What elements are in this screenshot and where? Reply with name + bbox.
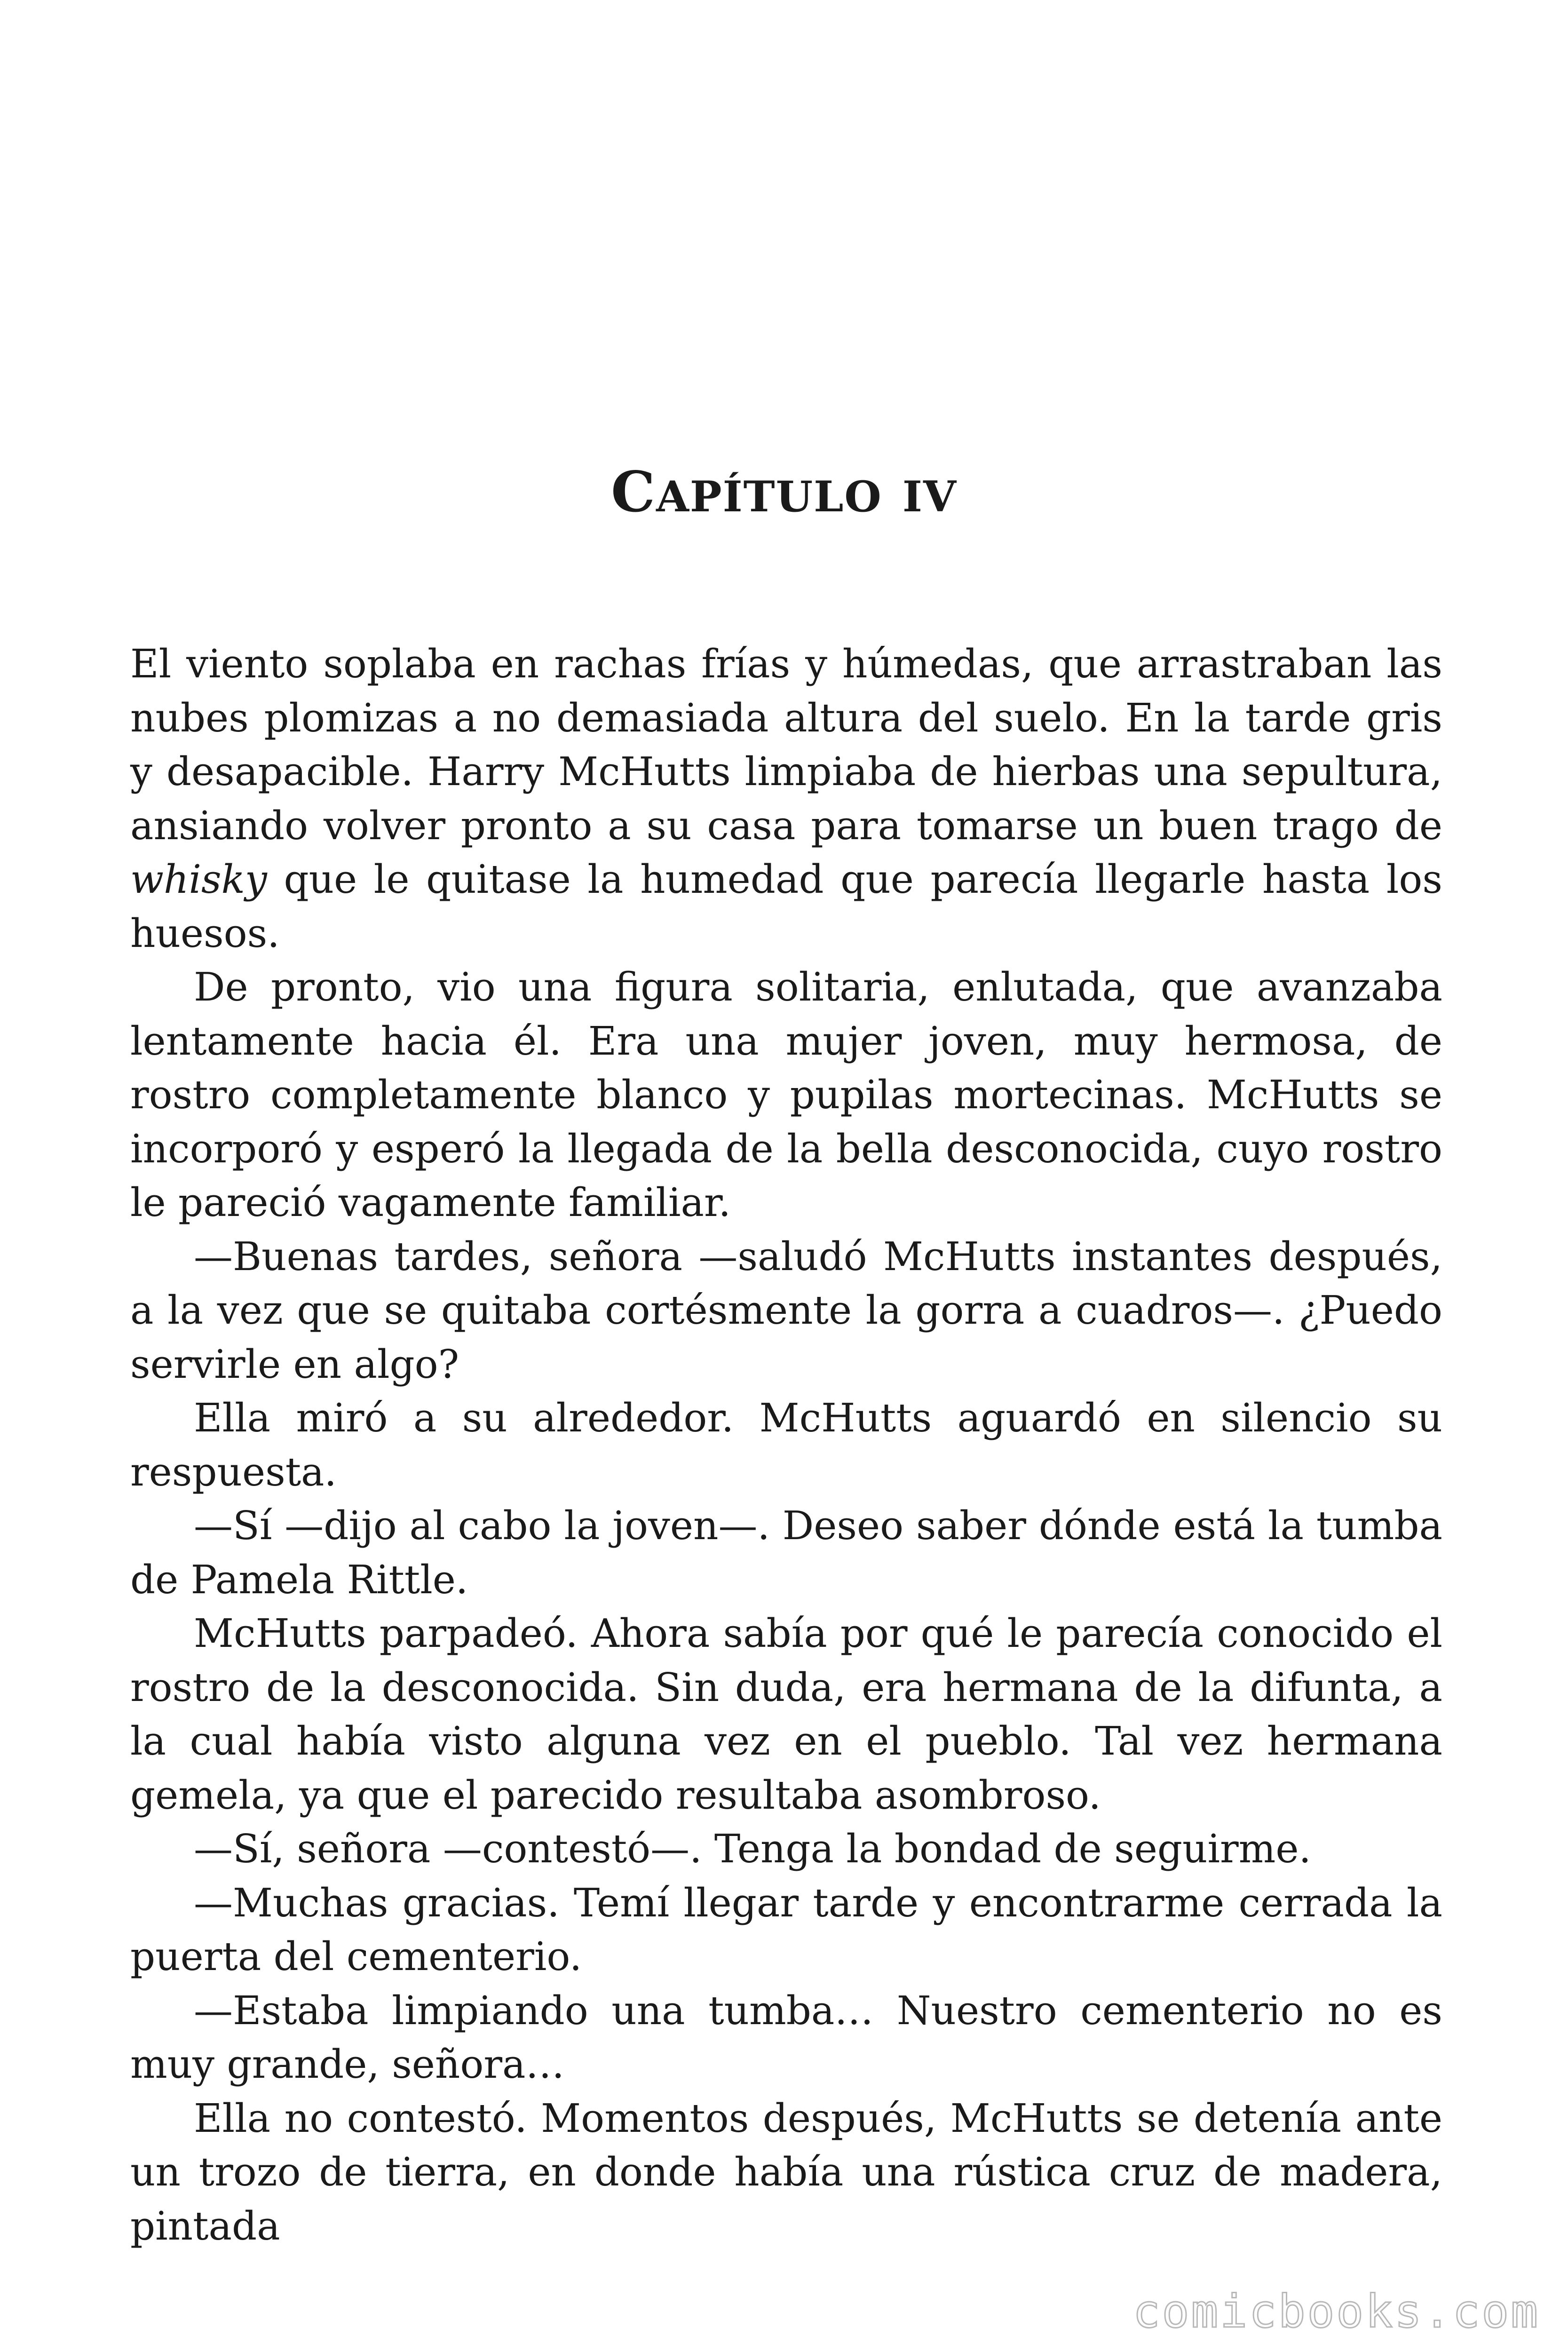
paragraph: —Sí, señora —contestó—. Tenga la bondad de seguirme.: [194, 1826, 1311, 1872]
paragraph: McHutts parpadeó. Ahora sabía por qué le parecía conocido el rostro de la desconocida. Sin duda, era hermana de la difunta, a la cual había visto alguna vez en el pueblo. Tal vez hermana gemela, ya que el parecido resultaba asombroso.: [130, 1611, 1442, 1818]
paragraph: —Estaba limpiando una tumba… Nuestro cementerio no es muy grande, señora…: [130, 1987, 1442, 2087]
watermark-logo: comicbooks.com: [1132, 2285, 1540, 2338]
chapter-number: IV: [902, 472, 957, 522]
chapter-body: [130, 637, 1442, 2253]
paragraph-italic-text: whisky: [130, 857, 267, 902]
chapter-title: [0, 459, 1568, 525]
paragraph: De pronto, vio una figura solitaria, enlutada, que avanzaba lentamente hacia él. Era una mujer joven, muy hermosa, de rostro completamente blanco y pupilas mortecinas. McHutts se incorporó y esperó la llegada de la bella desconocida, cuyo rostro le pareció vagamente familiar.: [130, 964, 1442, 1225]
chapter-title-initial: C: [611, 459, 657, 524]
chapter-title-rest: APÍTULO: [656, 472, 882, 522]
paragraph: —Sí —dijo al cabo la joven—. Deseo saber dónde está la tumba de Pamela Rittle.: [130, 1503, 1442, 1603]
paragraph: —Muchas gracias. Temí llegar tarde y encontrarme cerrada la puerta del cementerio.: [130, 1880, 1442, 1979]
paragraph: Ella miró a su alrededor. McHutts aguardó en silencio su respuesta.: [130, 1395, 1442, 1495]
paragraph: —Buenas tardes, señora —saludó McHutts instantes después, a la vez que se quitaba cortésmente la gorra a cuadros—. ¿Puedo servirle en algo?: [130, 1233, 1442, 1387]
paragraph-text: que le quitase la humedad que parecía llegarle hasta los huesos.: [130, 857, 1442, 956]
paragraph: [130, 637, 1442, 961]
paragraph: Ella no contestó. Momentos después, McHutts se detenía ante un trozo de tierra, en donde había una rústica cruz de madera, pintada: [130, 2095, 1442, 2249]
paragraph-text: El viento soplaba en rachas frías y húmedas, que arrastraban las nubes plomizas a no demasiada altura del suelo. En la tarde gris y desapacible. Harry McHutts limpiaba de hierbas una sepultura, ansiando volver pronto a su casa para tomarse un buen trago de: [130, 641, 1442, 849]
